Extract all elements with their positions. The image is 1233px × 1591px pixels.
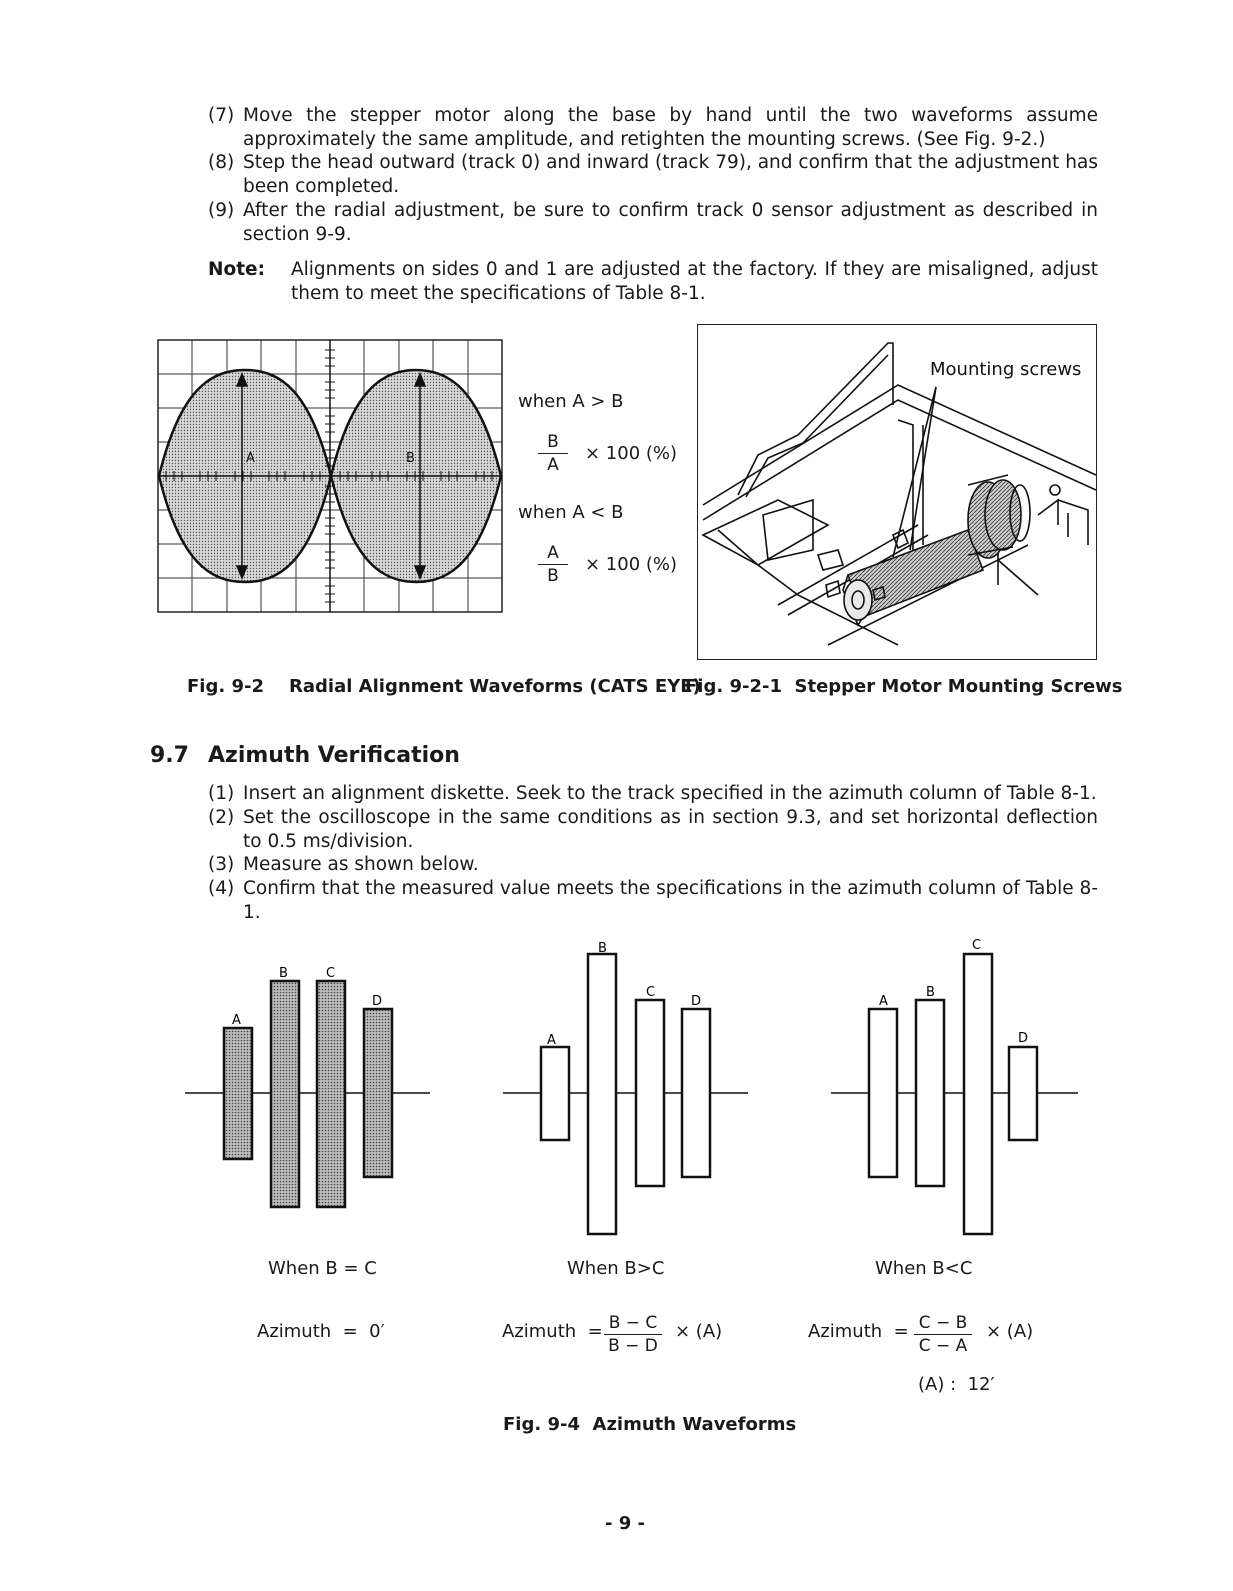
section-number: 9.7 <box>150 743 189 768</box>
multiplier-1: × 100 (%) <box>585 443 678 464</box>
azimuth-mult-2: × (A) <box>675 1321 723 1342</box>
azimuth-mult-3: × (A) <box>986 1321 1034 1342</box>
bar-c <box>636 1000 664 1186</box>
condition-a-lt-b: when A < B <box>518 502 624 523</box>
azimuth-fraction-3 <box>914 1313 972 1356</box>
fraction-denominator: A <box>547 455 559 475</box>
cats-eye-waveform <box>150 330 510 620</box>
note-label: Note: <box>208 259 265 280</box>
azimuth-panel-equal <box>180 940 440 1220</box>
azimuth-prefix-3: Azimuth = <box>808 1321 909 1342</box>
fraction-denominator: C − A <box>918 1336 968 1356</box>
bar-c-label: C <box>646 985 656 1000</box>
step-9 <box>208 199 1098 247</box>
azimuth-fraction-2 <box>604 1313 662 1356</box>
step-7 <box>208 104 1098 152</box>
bar-b <box>588 954 616 1234</box>
bar-d <box>364 1009 392 1177</box>
azimuth-constant: (A) : 12′ <box>918 1374 995 1395</box>
fraction-a-over-b <box>538 543 568 586</box>
azimuth-panel-c-greater <box>826 935 1086 1245</box>
bar-b-label: B <box>279 966 288 981</box>
step-text: Step the head outward (track 0) and inward (track 79), and confirm that the adjustment has been completed. <box>243 152 1098 197</box>
condition-b-equals-c: When B = C <box>268 1258 377 1279</box>
bar-b <box>916 1000 944 1186</box>
mounting-screws-callout: Mounting screws <box>930 359 1082 380</box>
step-8 <box>208 151 1098 199</box>
fig-9-2-caption: Fig. 9-2 Radial Alignment Waveforms (CATS EYE) <box>187 676 701 697</box>
bar-c <box>964 954 992 1234</box>
bar-a <box>224 1028 252 1159</box>
bar-d-label: D <box>691 994 702 1009</box>
fraction-denominator: B <box>547 566 559 586</box>
bar-a <box>541 1047 569 1140</box>
step-number: (3) <box>208 854 235 875</box>
condition-b-less-c: When B<C <box>875 1258 973 1279</box>
step-text: Confirm that the measured value meets the specifications in the azimuth column of Table 8-1. <box>243 878 1098 923</box>
az-step-2 <box>208 806 1098 854</box>
step-number: (4) <box>208 878 235 899</box>
bar-d <box>1009 1047 1037 1140</box>
bar-d-label: D <box>1018 1031 1029 1046</box>
note-text: Alignments on sides 0 and 1 are adjusted at the factory. If they are misaligned, adjust them to meet the specifications of Table 8-1. <box>291 259 1098 304</box>
stepper-motor-illustration <box>697 324 1097 660</box>
step-number: (7) <box>208 105 235 126</box>
az-step-1 <box>208 782 1098 806</box>
stepper-motor-drawing <box>698 325 1096 659</box>
bar-d-label: D <box>372 994 383 1009</box>
step-text: Set the oscilloscope in the same conditions as in section 9.3, and set horizontal deflection to 0.5 ms/division. <box>243 807 1098 852</box>
fraction-numerator: B <box>547 432 559 452</box>
step-number: (8) <box>208 152 235 173</box>
condition-b-greater-c: When B>C <box>567 1258 665 1279</box>
azimuth-prefix-2: Azimuth = <box>502 1321 603 1342</box>
fig-9-4-caption: Fig. 9-4 Azimuth Waveforms <box>503 1414 797 1435</box>
bar-a-label: A <box>547 1033 556 1048</box>
fraction-numerator: C − B <box>918 1313 968 1333</box>
step-text: After the radial adjustment, be sure to confirm track 0 sensor adjustment as described in section 9-9. <box>243 200 1098 245</box>
bar-a-label: A <box>879 994 888 1009</box>
page-number: - 9 - <box>605 1513 645 1534</box>
step-number: (9) <box>208 200 235 221</box>
fraction-denominator: B − D <box>608 1336 658 1356</box>
step-text: Insert an alignment diskette. Seek to the track specified in the azimuth column of Table 8-1. <box>243 783 1097 804</box>
bar-a <box>869 1009 897 1177</box>
bar-b-label: B <box>926 985 935 1000</box>
condition-a-gt-b: when A > B <box>518 391 624 412</box>
section-title: Azimuth Verification <box>208 743 460 768</box>
step-text: Move the stepper motor along the base by hand until the two waveforms assume approximately the same amplitude, and retighten the mounting screws. (See Fig. 9-2.) <box>243 105 1098 150</box>
bar-d <box>682 1009 710 1177</box>
fig-9-2-1-caption: Fig. 9-2-1 Stepper Motor Mounting Screws <box>685 676 1123 697</box>
az-step-4 <box>208 877 1098 923</box>
amplitude-b-label: B <box>406 451 415 466</box>
step-number: (1) <box>208 783 235 804</box>
step-text: Measure as shown below. <box>243 854 479 875</box>
bar-c-label: C <box>972 938 982 953</box>
multiplier-2: × 100 (%) <box>585 554 678 575</box>
az-step-3 <box>208 853 1098 877</box>
fraction-b-over-a <box>538 432 568 475</box>
fraction-numerator: B − C <box>608 1313 658 1333</box>
azimuth-result-zero: Azimuth = 0′ <box>257 1321 385 1342</box>
bar-b <box>271 981 299 1207</box>
bar-c-label: C <box>326 966 336 981</box>
amplitude-a-label: A <box>246 451 255 466</box>
fraction-numerator: A <box>547 543 559 563</box>
azimuth-panel-b-greater <box>498 935 758 1245</box>
bar-c <box>317 981 345 1207</box>
bar-b-label: B <box>598 941 607 956</box>
step-number: (2) <box>208 807 235 828</box>
bar-a-label: A <box>232 1013 241 1028</box>
